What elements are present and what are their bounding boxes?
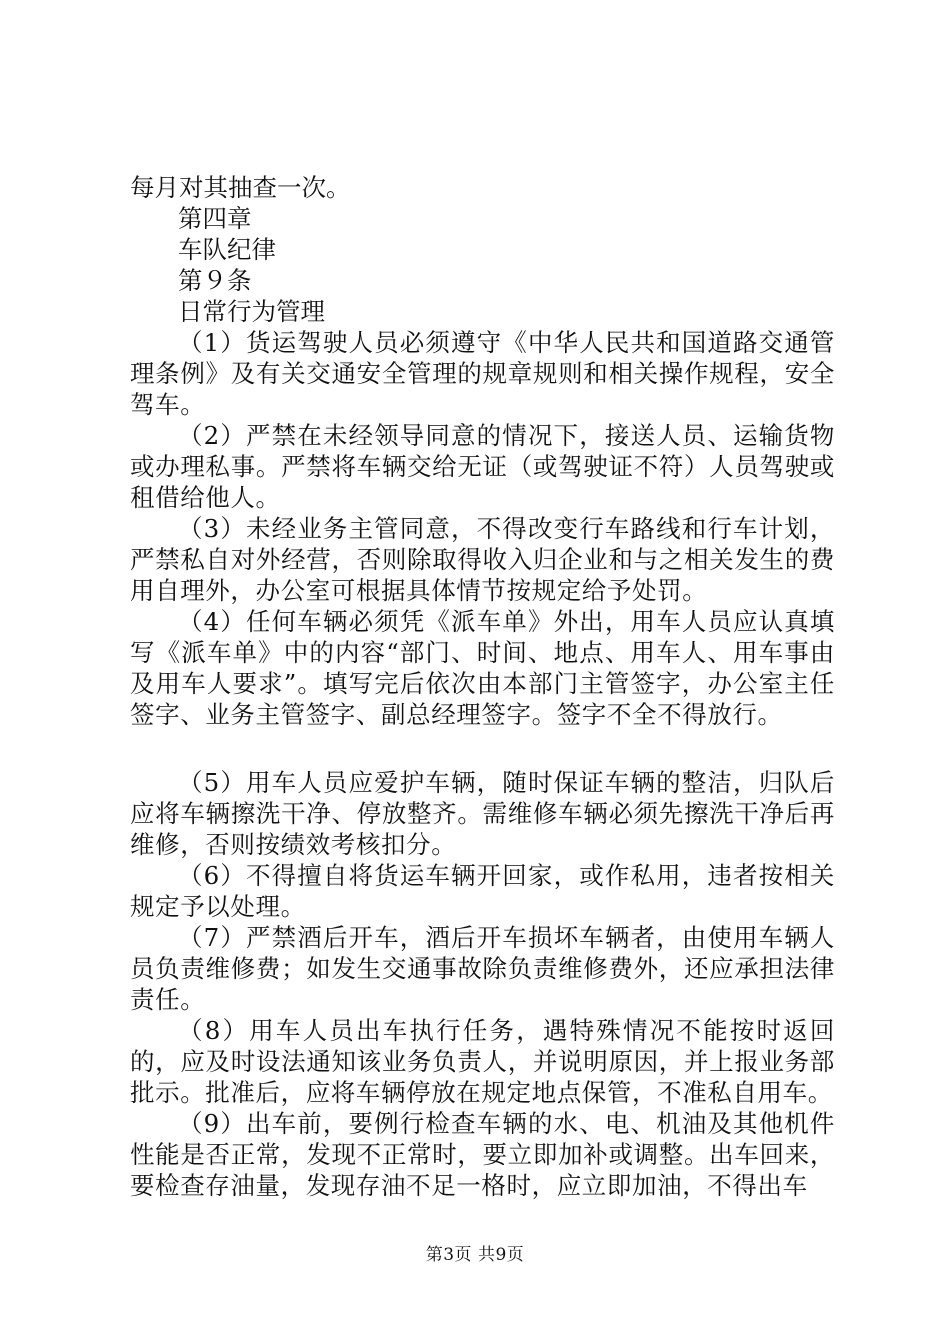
chapter-number: 第四章 bbox=[178, 204, 252, 233]
chapter-title: 车队纪律 bbox=[178, 235, 276, 264]
paragraph-8: （8）用车人员出车执行任务，遇特殊情况不能按时返回的，应及时设法通知该业务负责人，并说明原因，并上报业务部批示。批准后，应将车辆停放在规定地点保管，不准私自用车。 bbox=[130, 1016, 835, 1107]
paragraph-6: （6）不得擅自将货运车辆开回家，或作私用，违者按相关规定予以处理。 bbox=[130, 861, 835, 921]
paragraph-2: （2）严禁在未经领导同意的情况下，接送人员、运输货物或办理私事。严禁将车辆交给无证（或驾驶证不符）人员驾驶或租借给他人。 bbox=[130, 421, 835, 512]
article-title: 日常行为管理 bbox=[178, 297, 325, 326]
paragraph-1: （1）货运驾驶人员必须遵守《中华人民共和国道路交通管理条例》及有关交通安全管理的规章规则和相关操作规程，安全驾车。 bbox=[130, 328, 835, 419]
paragraph-3: （3）未经业务主管同意，不得改变行车路线和行车计划，严禁私自对外经营，否则除取得收入归企业和与之相关发生的费用自理外，办公室可根据具体情节按规定给予处罚。 bbox=[130, 514, 835, 605]
paragraph-7: （7）严禁酒后开车，酒后开车损坏车辆者，由使用车辆人员负责维修费；如发生交通事故除负责维修费外，还应承担法律责任。 bbox=[130, 923, 835, 1014]
page-number-footer: 第3页 共9页 bbox=[425, 1245, 525, 1265]
document-body bbox=[130, 172, 835, 1201]
article-number: 第９条 bbox=[178, 266, 252, 295]
paragraph-5: （5）用车人员应爱护车辆，随时保证车辆的整洁，归队后应将车辆擦洗干净、停放整齐。需维修车辆必须先擦洗干净后再维修，否则按绩效考核扣分。 bbox=[130, 768, 835, 859]
continuation-line: 每月对其抽查一次。 bbox=[130, 173, 351, 202]
paragraph-9: （9）出车前，要例行检查车辆的水、电、机油及其他机件性能是否正常，发现不正常时，要立即加补或调整。出车回来，要检查存油量，发现存油不足一格时，应立即加油，不得出车 bbox=[130, 1109, 835, 1200]
paragraph-gap bbox=[130, 730, 835, 767]
paragraph-4: （4）任何车辆必须凭《派车单》外出，用车人员应认真填写《派车单》中的内容“部门、时间、地点、用车人、用车事由及用车人要求”。填写完后依次由本部门主管签字，办公室主任签字、业务主管签字、副总经理签字。签字不全不得放行。 bbox=[130, 607, 835, 729]
